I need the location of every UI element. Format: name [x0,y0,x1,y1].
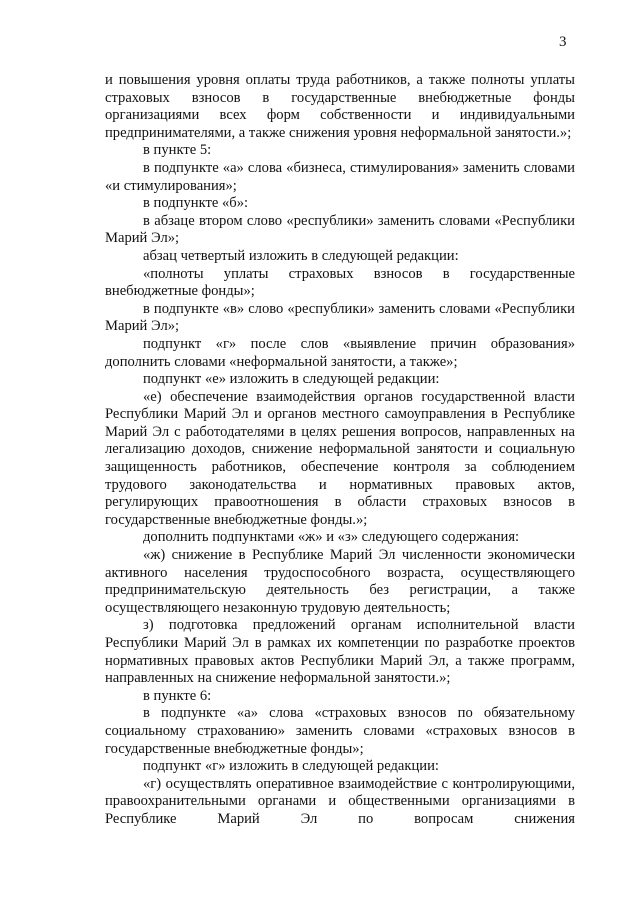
paragraph: в подпункте «а» слова «страховых взносов по обязательному социальному страхованию» заменить словами «страховых взносов в государственные внебюджетные фонды»; [105,705,575,757]
paragraph: «г) осуществлять оперативное взаимодействие с контролирующими, правоохранительными органами и общественными организациями в Республике Марий Эл по вопросам снижения [105,775,575,827]
paragraph: в пункте 5: [143,142,212,159]
paragraph: в подпункте «б»: [143,195,249,212]
page-number: 3 [559,34,567,50]
paragraph: в подпункте «в» слово «республики» заменить словами «Республики Марий Эл»; [105,300,575,335]
document-body [105,72,575,829]
paragraph: подпункт «е» изложить в следующей редакции: [143,371,440,388]
paragraph: абзац четвертый изложить в следующей редакции: [143,247,459,264]
paragraph: з) подготовка предложений органам исполнительной власти Республики Марий Эл в рамках их компетенции по разработке проектов нормативных правовых актов Республики Марий Эл, а также программ, направленных на снижение неформальной занятости.»; [105,617,575,687]
paragraph: подпункт «г» изложить в следующей редакции: [143,758,439,775]
paragraph: в подпункте «а» слова «бизнеса, стимулирования» заменить словами «и стимулирования»; [105,159,575,194]
paragraph: дополнить подпунктами «ж» и «з» следующего содержания: [143,529,520,546]
paragraph: в пункте 6: [143,687,212,704]
paragraph: «е) обеспечение взаимодействия органов государственной власти Республики Марий Эл и органов местного самоуправления в Республике Марий Эл с работодателями в целях решения вопросов, направленных на легализацию доходов, снижение неформальной занятости и социальную защищенность работников, обеспечение контроля за соблюдением трудового законодательства и нормативных правовых актов, регулирующих правоотношения в области страховых взносов в государственные внебюджетные фонды.»; [105,388,575,528]
paragraph: «ж) снижение в Республике Марий Эл численности экономически активного населения трудоспособного возраста, осуществляющего предпринимательскую деятельность без регистрации, а также осуществляющего незаконную трудовую деятельность; [105,547,575,616]
paragraph: подпункт «г» после слов «выявление причин образования» дополнить словами «неформальной занятости, а также»; [105,335,575,370]
paragraph: «полноты уплаты страховых взносов в государственные внебюджетные фонды»; [105,265,575,300]
paragraph: в абзаце втором слово «республики» заменить словами «Республики Марий Эл»; [105,212,575,247]
paragraph: и повышения уровня оплаты труда работников, а также полноты уплаты страховых взносов в государственные внебюджетные фонды организациями всех форм собственности и индивидуальными предпринимателями, а также снижения уровня неформальной занятости.»; [105,72,575,141]
